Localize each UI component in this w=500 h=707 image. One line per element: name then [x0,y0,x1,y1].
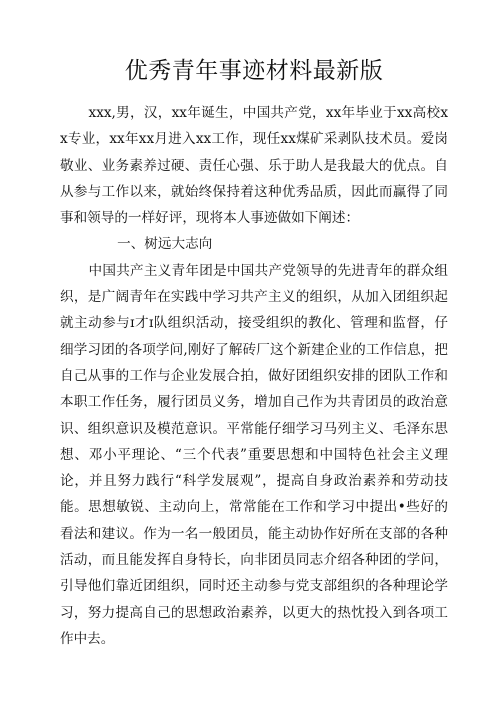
document-title: 优秀青年事迹材料最新版 [124,58,384,84]
body-paragraph: 中国共产主义青年团是中国共产党领导的先进青年的群众组织，是广阔青年在实践中学习共产主义的组织，从加入团组织起就主动参与ɪ才ɪ队组织活动，接受组织的教化、管理和监督，仔细学习团的各项学问,刚好了解砖厂这个新建企业的工作信息，把自己从事的工作与企业发展合拍，做好团组织安排的团队工作和本职工作任务，履行团员义务，增加自己作为共青团员的政治意识、组织意识及模范意识。平常能仔细学习马列主义、毛泽东思想、邓小平理论、“三个代表”重要思想和中国特色社会主义理论，并且努力践行“科学发展观”，提高自身政治素养和劳动技能。思想敏锐、主动向上，常常能在工作和学习中提出•些好的看法和建议。作为一名一般团员，能主动协作好所在支部的各种活动，而且能发挥自身特长，向非团员同志介绍各种团的学问，引导他们靠近团组织，同时还主动参与党支部组织的各种理论学习，努力提高自己的思想政治素养，以更大的热忱投入到各项工作中去。 [60,262,448,647]
section-heading: 一、树远大志向 [117,236,213,253]
intro-paragraph: xxx,男，汉，xx年诞生，中国共产党，xx年毕业于xx高校xx专业，xx年xx月进入xx工作，现任xx煤矿采剥队技术员。爱岗敬业、业务素养过硬、责任心强、乐于助人是我最大的优点。自从参与工作以来，就始终保持着这种优秀品质，因此而赢得了同事和领导的一样好评，现将本人事迹做如下阐述： [60,105,448,227]
